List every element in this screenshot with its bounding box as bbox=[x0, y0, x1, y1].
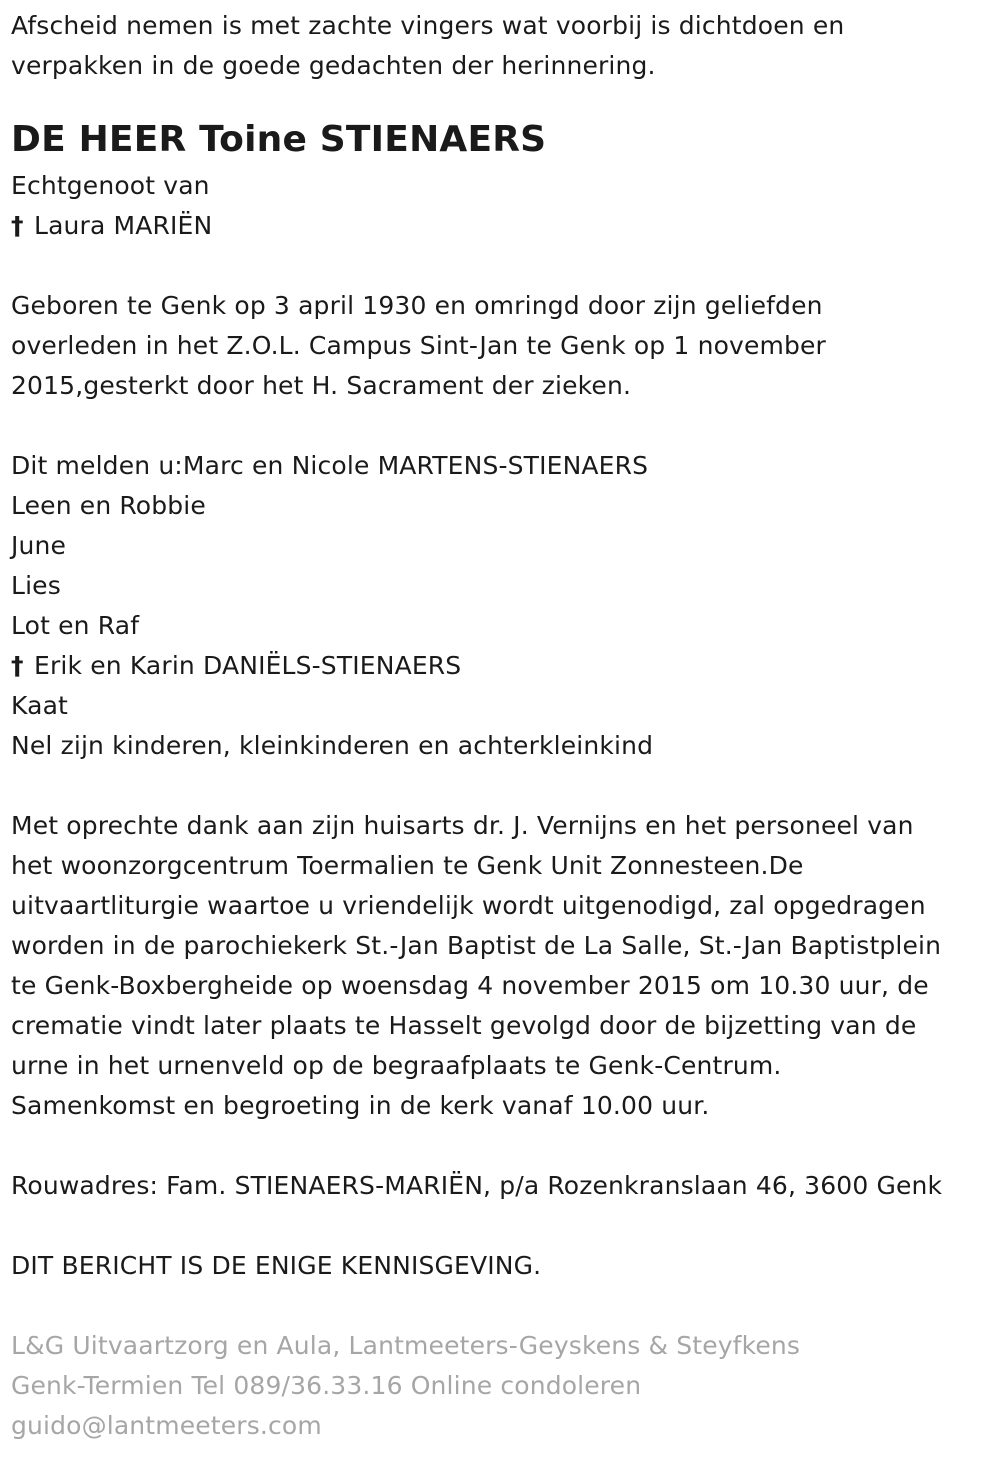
announcer-line bbox=[11, 646, 1000, 686]
announcer-name: Erik en Karin DANIËLS-STIENAERS bbox=[34, 651, 462, 680]
poem-line: Afscheid nemen is met zachte vingers wat voorbij is dichtdoen en bbox=[11, 11, 845, 40]
thanks-line: crematie vindt later plaats te Hasselt gevolgd door de bijzetting van de bbox=[11, 1011, 917, 1040]
announcer-line: Lot en Raf bbox=[11, 611, 140, 640]
thanks-line: Met oprechte dank aan zijn huisarts dr. J. Vernijns en het personeel van bbox=[11, 811, 914, 840]
footer-line: L&G Uitvaartzorg en Aula, Lantmeeters-Geyskens & Steyfkens bbox=[11, 1331, 801, 1360]
spouse-name: Laura MARIËN bbox=[34, 211, 213, 240]
thanks-line: Samenkomst en begroeting in de kerk vanaf 10.00 uur. bbox=[11, 1091, 710, 1120]
cross-icon: † bbox=[11, 211, 24, 240]
spouse-section bbox=[11, 166, 1000, 246]
mourning-address: Rouwadres: Fam. STIENAERS-MARIËN, p/a Rozenkranslaan 46, 3600 Genk bbox=[11, 1171, 943, 1200]
footer-line: Genk-Termien Tel 089/36.33.16 Online condoleren bbox=[11, 1371, 642, 1400]
poem bbox=[11, 6, 1000, 86]
birth-death-line: Geboren te Genk op 3 april 1930 en omringd door zijn geliefden bbox=[11, 291, 823, 320]
notice-statement: DIT BERICHT IS DE ENIGE KENNISGEVING. bbox=[11, 1251, 542, 1280]
announcers-section bbox=[11, 446, 1000, 766]
announcer-line: June bbox=[11, 531, 67, 560]
birth-death-section bbox=[11, 286, 1000, 406]
spouse-line bbox=[11, 206, 1000, 246]
cross-icon: † bbox=[11, 651, 24, 680]
thanks-line: uitvaartliturgie waartoe u vriendelijk wordt uitgenodigd, zal opgedragen bbox=[11, 891, 926, 920]
poem-line: verpakken in de goede gedachten der herinnering. bbox=[11, 51, 656, 80]
thanks-line: urne in het urnenveld op de begraafplaats te Genk-Centrum. bbox=[11, 1051, 782, 1080]
footer-email: guido@lantmeeters.com bbox=[11, 1411, 322, 1440]
announcer-line: Lies bbox=[11, 571, 61, 600]
funeral-home-footer bbox=[11, 1326, 1000, 1446]
announcer-line: Nel zijn kinderen, kleinkinderen en achterkleinkind bbox=[11, 731, 654, 760]
birth-death-line: 2015,gesterkt door het H. Sacrament der zieken. bbox=[11, 371, 632, 400]
announcer-line: Leen en Robbie bbox=[11, 491, 206, 520]
birth-death-line: overleden in het Z.O.L. Campus Sint-Jan te Genk op 1 november bbox=[11, 331, 826, 360]
announcer-line: Kaat bbox=[11, 691, 68, 720]
thanks-line: worden in de parochiekerk St.-Jan Baptist de La Salle, St.-Jan Baptistplein bbox=[11, 931, 942, 960]
thanks-line: te Genk-Boxbergheide op woensdag 4 november 2015 om 10.30 uur, de bbox=[11, 971, 929, 1000]
thanks-and-ceremony-section bbox=[11, 806, 1000, 1126]
announcer-line: Dit melden u:Marc en Nicole MARTENS-STIENAERS bbox=[11, 451, 649, 480]
spouse-label: Echtgenoot van bbox=[11, 171, 210, 200]
thanks-line: het woonzorgcentrum Toermalien te Genk Unit Zonnesteen.De bbox=[11, 851, 804, 880]
deceased-name: DE HEER Toine STIENAERS bbox=[11, 119, 547, 160]
